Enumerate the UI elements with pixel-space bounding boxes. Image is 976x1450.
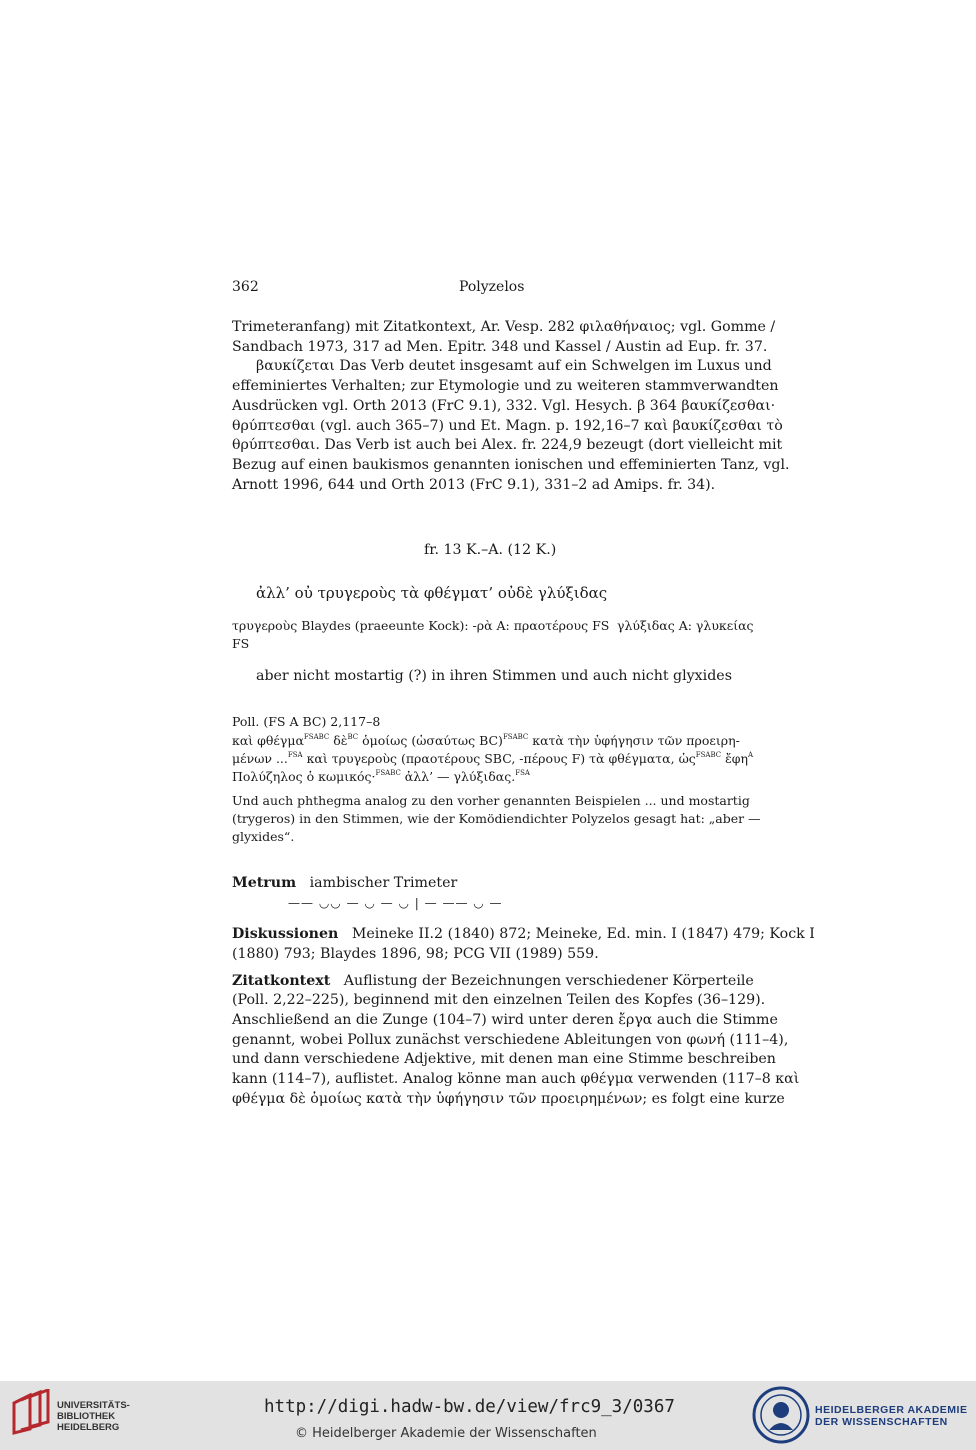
testimonium-translation-line: Und auch phthegma analog zu den vorher genannten Beispielen ... und mostartig [232, 793, 750, 808]
testimonium-greek-line: καὶ φθέγμα$^{FSABC}$ δὲ$^{BC}$ ὁμοίως (ὡσαύτως BC)$^{FSABC}$ κατὰ τὴν ὑφήγησιν τῶν προειρη- [232, 733, 740, 748]
fragment-heading: fr. 13 K.–A. (12 K.) [424, 542, 557, 558]
document-url-link[interactable]: http://digi.hadw-bw.de/view/frc9_3/0367 [264, 1397, 675, 1417]
hadw-seal-logo-icon [752, 1386, 810, 1444]
commentary-line: Trimeteranfang) mit Zitatkontext, Ar. Vesp. 282 φιλαθήναιος; vgl. Gomme / [232, 319, 776, 335]
fragment-greek-text: ἀλλ’ οὐ τρυγεροὺς τὰ φθέγματ’ οὐδὲ γλύξιδας [256, 584, 608, 602]
testimonium-translation-line: glyxides“. [232, 829, 295, 844]
page-number: 362 [232, 279, 259, 295]
metrum-scheme: —— ◡◡ — ◡ — ◡ | — —— ◡ — [288, 896, 503, 910]
zitatkontext-line: genannt, wobei Pollux zunächst verschiedene Ableitungen von φωνή (111–4), [232, 1032, 789, 1048]
zitatkontext-line: kann (114–7), auflistet. Analog könne man auch φθέγμα verwenden (117–8 καὶ [232, 1071, 800, 1087]
apparatus-right: γλύξιδας A: γλυκείας [617, 618, 754, 633]
ub-heidelberg-logo-icon [10, 1389, 52, 1435]
commentary-line: βαυκίζεται Das Verb deutet insgesamt auf ein Schwelgen im Luxus und [256, 358, 772, 374]
zitatkontext-line: Zitatkontext Auflistung der Bezeichnungen verschiedener Körperteile [232, 973, 754, 989]
testimonium-greek-line: μένων ...$^{FSA}$ καὶ τρυγεροὺς (πραοτέρους SBC, -πέρους F) τὰ φθέγματα, ὡς$^{FSABC}$ ἔφη$^A$ [232, 751, 754, 766]
commentary-line: θρύπτεσθαι. Das Verb ist auch bei Alex. fr. 224,9 bezeugt (dort vielleicht mit [232, 437, 783, 453]
commentary-line: Arnott 1996, 644 und Orth 2013 (FrC 9.1), 331–2 ad Amips. fr. 34). [232, 477, 716, 493]
commentary-line: Bezug auf einen baukismos genannten ionischen und effeminierten Tanz, vgl. [232, 457, 790, 473]
commentary-line: effeminiertes Verhalten; zur Etymologie und zu weiteren stammverwandten [232, 378, 779, 394]
testimonium-source: Poll. (FS A BC) 2,117–8 [232, 714, 381, 729]
fragment-translation: aber nicht mostartig (?) in ihren Stimmen und auch nicht glyxides [256, 668, 732, 684]
metrum: Metrum iambischer Trimeter [232, 875, 458, 891]
testimonium-translation-line: (trygeros) in den Stimmen, wie der Komödiendichter Polyzelos gesagt hat: „aber — [232, 811, 761, 826]
ub-heidelberg-name: UNIVERSITÄTS- BIBLIOTHEK HEIDELBERG [57, 1400, 130, 1433]
zitatkontext-line: (Poll. 2,22–225), beginnend mit den einzelnen Teilen des Kopfes (36–129). [232, 992, 766, 1008]
commentary-line: Sandbach 1973, 317 ad Men. Epitr. 348 und Kassel / Austin ad Eup. fr. 37. [232, 339, 768, 355]
commentary-line: Ausdrücken vgl. Orth 2013 (FrC 9.1), 332. Vgl. Hesych. β 364 βαυκίζεσθαι· [232, 398, 776, 414]
commentary-line: θρύπτεσθαι (vgl. auch 365–7) und Et. Magn. p. 192,16–7 καὶ βαυκίζεσθαι τὸ [232, 418, 783, 434]
apparatus-continuation: FS [232, 636, 250, 651]
copyright-notice: © Heidelberger Akademie der Wissenschaften [295, 1426, 597, 1441]
apparatus-left: τρυγεροὺς Blaydes (praeeunte Kock): -ρὰ A: πραοτέρους FS [232, 618, 610, 633]
zitatkontext-line: φθέγμα δὲ ὁμοίως κατὰ τὴν ὑφήγησιν τῶν προειρημένων; es folgt eine kurze [232, 1091, 785, 1107]
testimonium-greek-line: Πολύζηλος ὁ κωμικός·$^{FSABC}$ ἀλλ’ — γλύξιδας.$^{FSA}$ [232, 769, 530, 784]
diskussionen-line: (1880) 793; Blaydes 1896, 98; PCG VII (1989) 559. [232, 946, 599, 962]
running-title: Polyzelos [459, 279, 525, 295]
zitatkontext-line: Anschließend an die Zunge (104–7) wird unter deren ἔργα auch die Stimme [232, 1012, 778, 1028]
hadw-name: HEIDELBERGER AKADEMIE DER WISSENSCHAFTEN [815, 1404, 968, 1428]
diskussionen-line: Diskussionen Meineke II.2 (1840) 872; Meineke, Ed. min. I (1847) 479; Kock I [232, 926, 815, 942]
zitatkontext-line: und dann verschiedene Adjektive, mit denen man eine Stimme beschreiben [232, 1051, 776, 1067]
